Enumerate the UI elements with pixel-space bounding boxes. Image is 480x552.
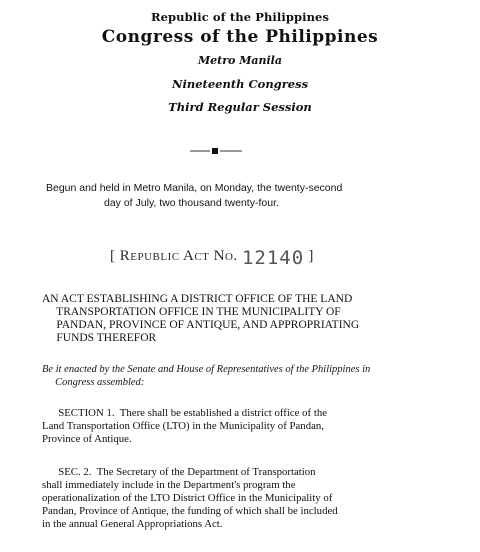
- act-number: 12140: [241, 247, 305, 269]
- header-republic: Republic of the Philippines: [150, 10, 330, 24]
- header-session: Third Regular Session: [168, 100, 312, 114]
- enacting-clause: Be it enacted by the Senate and House of Representatives of the Philippines in Congress assembled:: [42, 364, 371, 388]
- section-2: SEC. 2. The Secretary of the Department of Transportation shall immediately include in the Department's program the operationalization of the LTO District Office in the Municipality of Pandan, Province of Antique, the funding of which shall be included in the annual General Appropriations Act.: [42, 466, 338, 530]
- header-congress: Congress of the Philippines: [101, 27, 379, 47]
- ornament-divider: [190, 147, 242, 155]
- act-label: [ Republic Act No.: [110, 248, 238, 264]
- convening-statement: [46, 181, 446, 211]
- convening-line-2: day of July, two thousand twenty-four.: [104, 197, 279, 209]
- act-bracket-close: ]: [308, 248, 314, 264]
- section-1: SECTION 1. There shall be established a district office of the Land Transportation Office (LTO) in the Municipality of Pandan, Province of Antique.: [42, 407, 328, 445]
- republic-act-number: [110, 243, 314, 269]
- header-location: Metro Manila: [197, 54, 282, 67]
- act-title: AN ACT ESTABLISHING A DISTRICT OFFICE OF THE LAND TRANSPORTATION OFFICE IN THE MUNICIPALITY OF PANDAN, PROVINCE OF ANTIQUE, AND APPROPRIATING FUNDS THEREFOR: [42, 293, 360, 344]
- header-congress-number: Nineteenth Congress: [171, 77, 309, 91]
- convening-line-1: Begun and held in Metro Manila, on Monday, the twenty-second: [46, 182, 343, 194]
